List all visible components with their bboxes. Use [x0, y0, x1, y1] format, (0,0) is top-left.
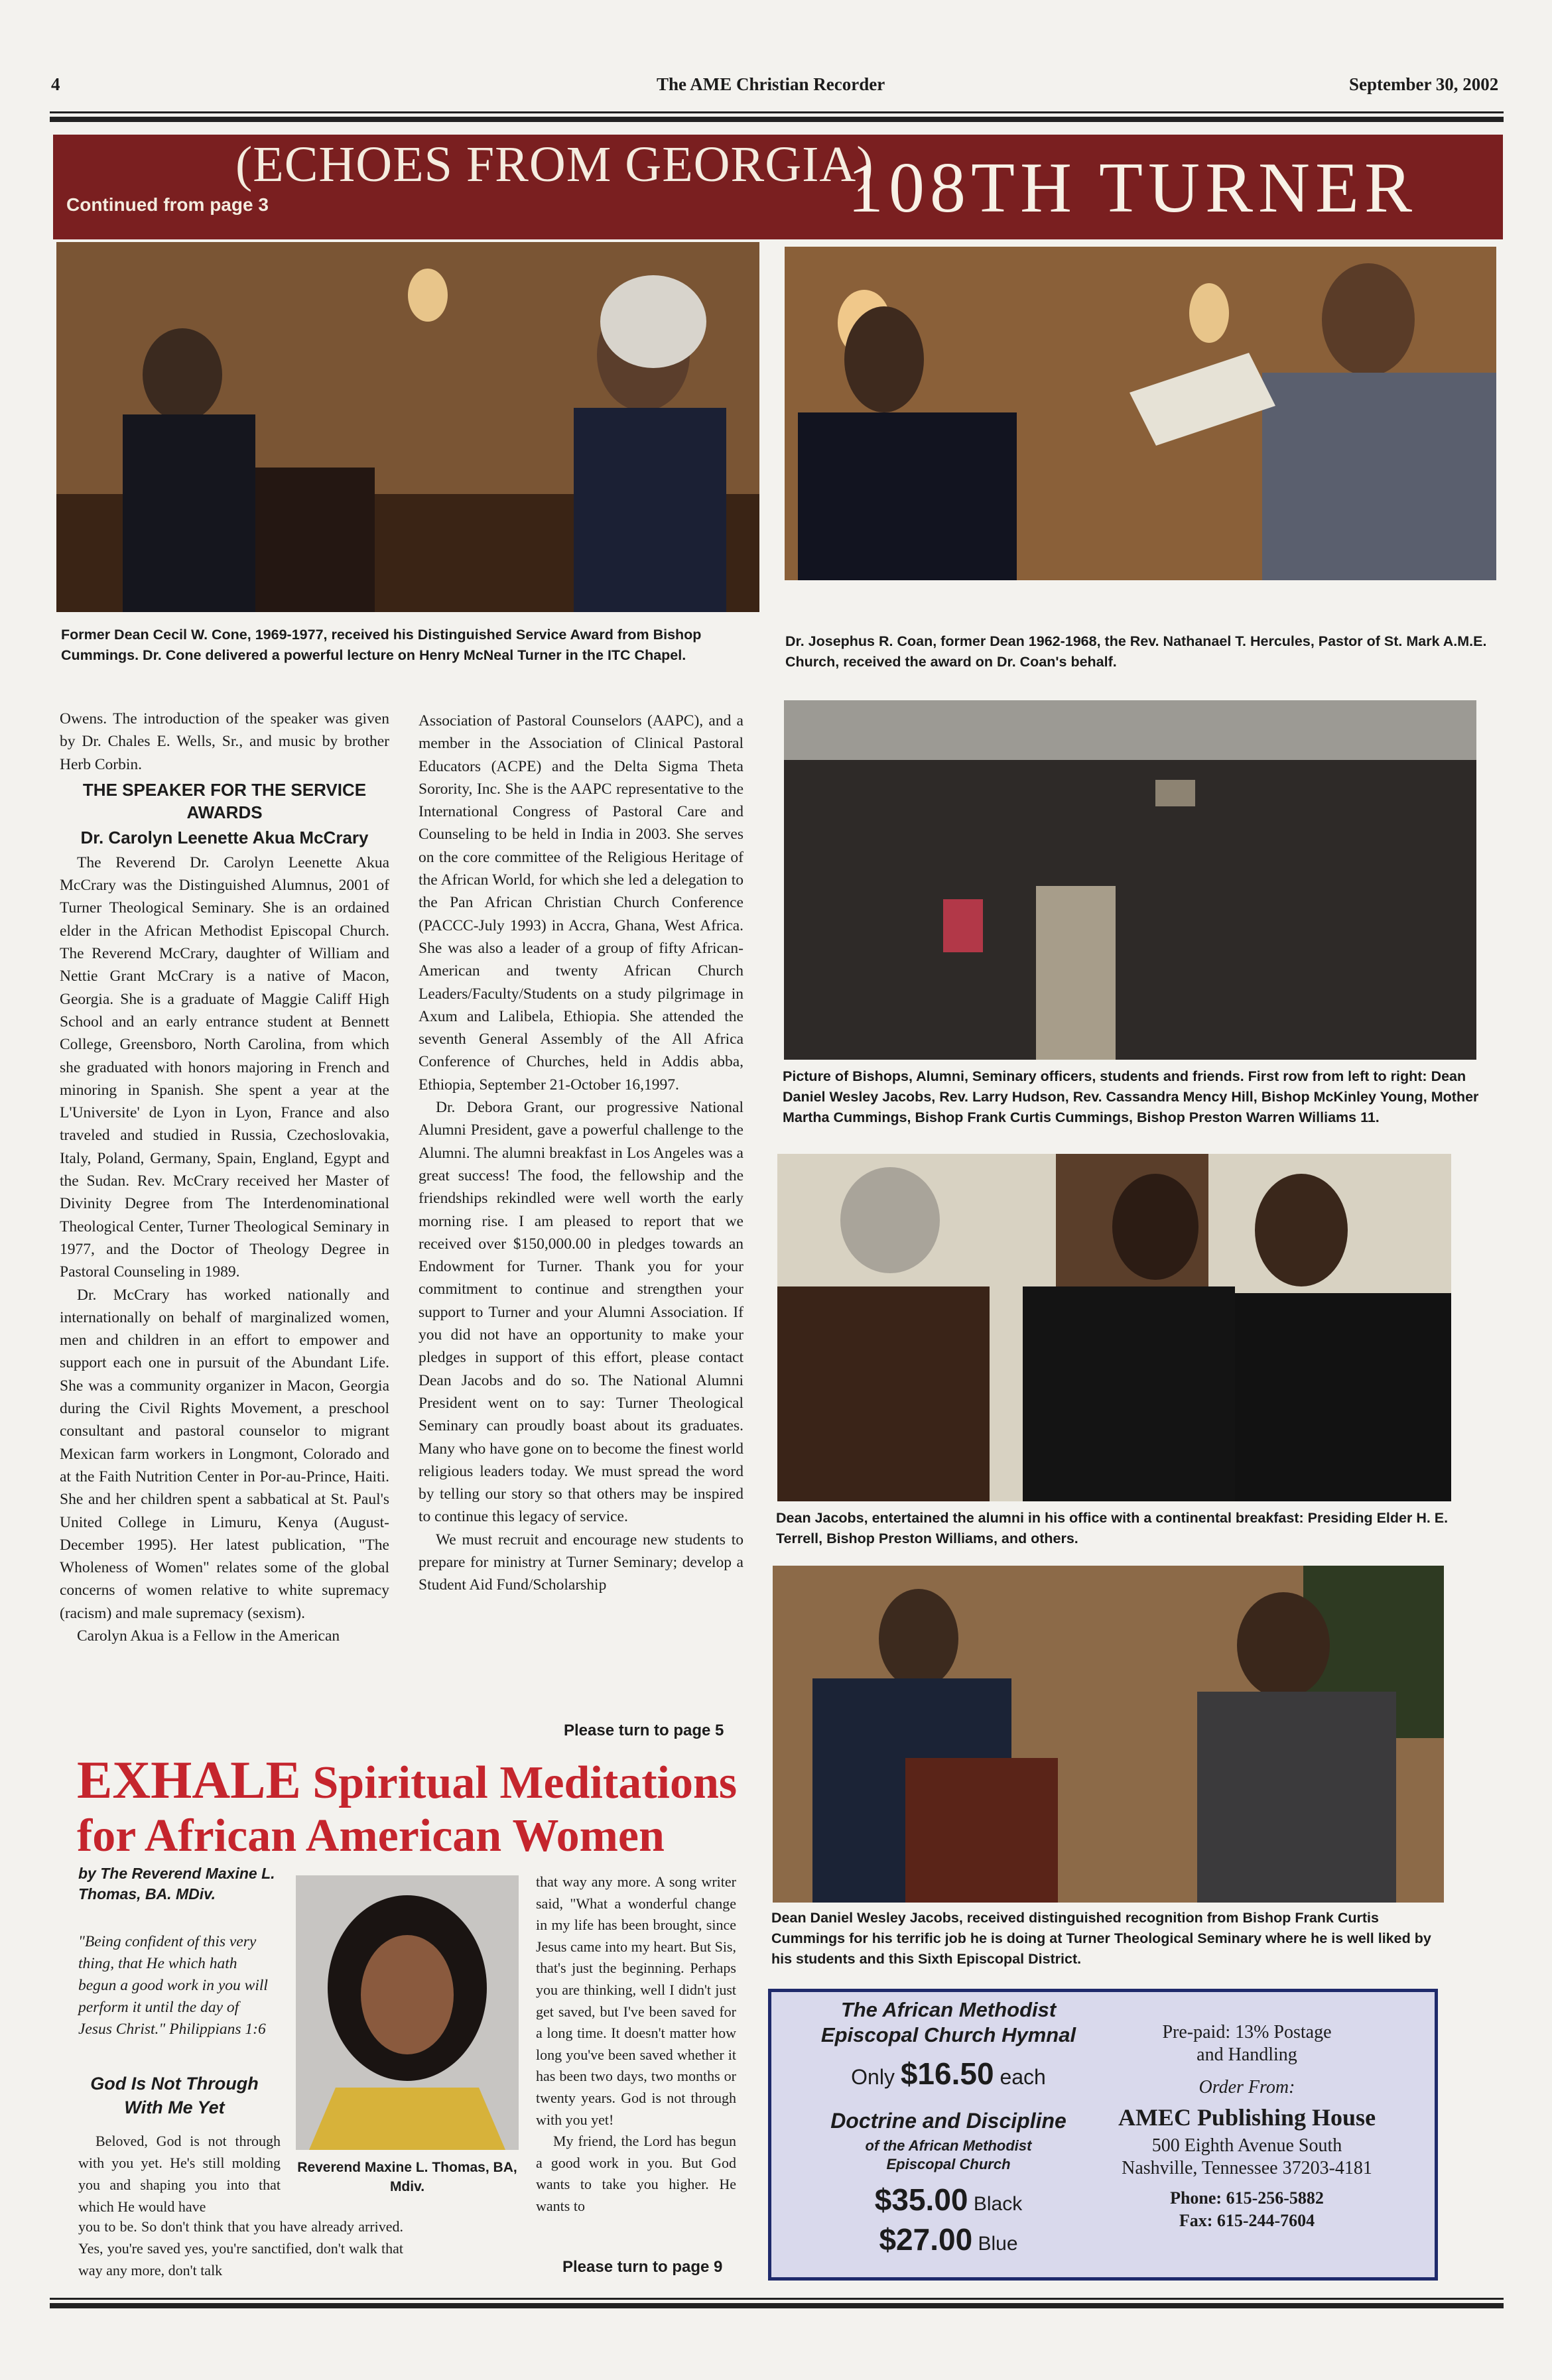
- article-paragraph: Association of Pastoral Counselors (AAPC), and a member in the Association of Clinical Pastoral Educators (ACPE) and the Delta Sigma Theta Sorority, Inc. She is the AAPC representative to the International Congress of Pastoral Care and Counseling to be held in India in 2003. She serves on the core committee of the Religious Heritage of the African World, for which she led a delegation to the Pan African Christian Church Conference (PACCC-July 1993) in Accra, Ghana, West Africa. She was also a leader of a group of fifty African-American and twenty African Church Leaders/Faculty/Students on a study pilgrimage in Axum and Lalibela, Ethiopia. She attended the seventh General Assembly of the All Africa Conference of Churches, held in Addis abba, Ethiopia, September 21-October 16,1997.: [419, 712, 744, 1094]
- photo2-caption: Dr. Josephus R. Coan, former Dean 1962-1968, the Rev. Nathanael T. Hercules, Pastor of St. Mark A.M.E. Church, received the award on Dr. Coan's behalf.: [785, 633, 1487, 670]
- ad-price-value: $16.50: [900, 2056, 994, 2091]
- continued-note: Continued from page 3: [66, 194, 269, 215]
- ad-order-from: Order From:: [1198, 2077, 1295, 2098]
- photo-award-cone: [56, 242, 759, 612]
- exhale-subhead: God Is Not Through With Me Yet: [90, 2074, 259, 2117]
- ad-prepaid-note: Pre-paid: 13% Postage and Handling: [1162, 2022, 1332, 2065]
- photo-office-breakfast: [777, 1154, 1451, 1501]
- exhale-title: [77, 1751, 738, 1863]
- footer-rule: [50, 2298, 1504, 2300]
- ad-doctrine-subtitle: of the African Methodist Episcopal Church: [865, 2137, 1032, 2172]
- ad-hymnal-title: The African Methodist Episcopal Church Hymnal: [820, 1998, 1076, 2046]
- banner-left-title: (ECHOES FROM GEORGIA): [235, 137, 874, 192]
- article-turn-to: Please turn to page 5: [564, 1722, 724, 1739]
- exhale-byline: by The Reverend Maxine L. Thomas, BA. MDiv.: [78, 1865, 275, 1903]
- exhale-paragraph: that way any more. A song writer said, "What a wonderful change in my life has been brought, since Jesus came into my heart. But Sis, that's just the beginning. Perhaps you are thinking, well I didn't just get saved, but I've been saved for a long time. It doesn't matter how long you've been saved whether it has been two days, two months or twenty years. God is not through with you yet!: [536, 1873, 736, 2128]
- author-portrait: [296, 1875, 519, 2150]
- photo3-caption: Picture of Bishops, Alumni, Seminary officers, students and friends. First row from left to right: Dean Daniel Wesley Jacobs, Rev. Larry Hudson, Rev. Cassandra Mency Hill, Bishop McKinley Young, Mother Martha Cummings, Bishop Frank Curtis Cummings, Bishop Preston Warren Williams 11.: [783, 1068, 1479, 1125]
- photo-award-coan: [785, 247, 1496, 580]
- banner-right-title: 108TH TURNER: [848, 149, 1418, 227]
- exhale-scripture-quote: "Being confident of this very thing, that He which hath begun a good work in you will perform it until the day of Jesus Christ." Philippians 1:6: [78, 1933, 268, 2038]
- ad-price-blue: [796, 2222, 1101, 2257]
- ad-price-black-value: $35.00: [874, 2182, 968, 2217]
- article-paragraph: Carolyn Akua is a Fellow in the American: [77, 1627, 340, 1645]
- speaker-name: Dr. Carolyn Leenette Akua McCrary: [80, 827, 369, 847]
- footer-rule-thick: [50, 2303, 1504, 2308]
- article-paragraph: Dr. McCrary has worked nationally and internationally on behalf of marginalized women, men and children in an effort to empower and support each one in pursuit of the Abundant Life. She was a community organizer in Macon, Georgia during the Civil Rights Movement, a preschool consultant and pastoral counselor to migrant Mexican farm workers in Longmont, Colorado and at the Faith Nutrition Center in Por-au-Prince, Haiti. She and her children spent a sabbatical at St. Paul's United College in Limuru, Kenya (August-December 1995). Her latest publication, "The Wholeness of Women" relates some of the global concerns of women relative to white supremacy (racism) and male supremacy (sexism).: [60, 1286, 389, 1622]
- ad-price-suffix: each: [1000, 2065, 1046, 2089]
- page-number: 4: [51, 74, 60, 94]
- ad-doctrine-title: Doctrine and Discipline: [830, 2109, 1067, 2133]
- photo1-caption: Former Dean Cecil W. Cone, 1969-1977, received his Distinguished Service Award from Bishop Cummings. Dr. Cone delivered a powerful lecture on Henry McNeal Turner in the ITC Chapel.: [61, 627, 702, 663]
- header-rule-thick: [50, 117, 1504, 122]
- ad-publisher-name: AMEC Publishing House: [1118, 2104, 1376, 2131]
- photo5-caption: Dean Daniel Wesley Jacobs, received distinguished recognition from Bishop Frank Curtis Cummings for his terrific job he is doing at Turner Theological Seminary where he is well liked by his students and this Sixth Episcopal District.: [771, 1910, 1431, 1967]
- exhale-paragraph: My friend, the Lord has begun a good work in you. But God wants to take you higher. He wants to: [536, 2133, 736, 2214]
- ad-price-blue-value: $27.00: [879, 2222, 973, 2257]
- article-column-2: [419, 710, 744, 1597]
- article-paragraph: Dr. Debora Grant, our progressive National Alumni President, gave a powerful challenge to the Alumni. The alumni breakfast in Los Angeles was a great success! The food, the fellowship and the friendships rekindled were well worth the early morning rise. I am pleased to report that we received over $150,000.00 in pledges towards an Endowment for Turner. Thank you for your commitment to continue and strengthen your support to Turner and your Alumni Association. If you did not have an opportunity to make your pledges in support of this effort, please contact Dean Jacobs and do so. The National Alumni President went on to say: Turner Theological Seminary can proudly boast about its graduates. Many who have gone on to become the finest world religious leaders today. We must spread the word by telling our story so that others may be inspired to continue this legacy of service.: [419, 1099, 744, 1526]
- exhale-turn-to: Please turn to page 9: [562, 2258, 723, 2276]
- article-column-1: [60, 708, 389, 1647]
- ad-fax: Fax: 615-244-7604: [1179, 2211, 1315, 2230]
- ad-price-black: [796, 2182, 1101, 2218]
- ad-price-black-label: Black: [973, 2193, 1023, 2215]
- ad-phone: Phone: 615-256-5882: [1170, 2188, 1324, 2208]
- ad-address-line1: 500 Eighth Avenue South: [1151, 2135, 1342, 2156]
- exhale-title-word: EXHALE: [77, 1751, 301, 1810]
- portrait-caption: Reverend Maxine L. Thomas, BA, Mdiv.: [297, 2160, 517, 2194]
- photo-recognition-jacobs: [773, 1566, 1444, 1903]
- publication-name: The AME Christian Recorder: [657, 74, 885, 94]
- exhale-paragraph: Beloved, God is not through with you yet. He's still molding you and shaping you into that which He would have: [78, 2133, 281, 2215]
- exhale-title-rest: Spiritual Meditations: [312, 1757, 738, 1808]
- ad-hymnal-price: [796, 2056, 1101, 2092]
- ad-price-blue-label: Blue: [978, 2233, 1018, 2255]
- exhale-title-line2: for African American Women: [77, 1810, 665, 1861]
- ad-address-line2: Nashville, Tennessee 37203-4181: [1122, 2158, 1372, 2178]
- photo4-caption: Dean Jacobs, entertained the alumni in his office with a continental breakfast: Presiding Elder H. E. Terrell, Bishop Preston Williams, and others.: [776, 1510, 1449, 1546]
- article-paragraph: We must recruit and encourage new students to prepare for ministry at Turner Seminary; develop a Student Aid Fund/Scholarship: [419, 1531, 744, 1594]
- exhale-paragraph: you to be. So don't think that you have already arrived. Yes, you're saved yes, you're sanctified, don't walk that way any more, don't talk: [78, 2218, 403, 2279]
- exhale-body-left: [78, 2130, 281, 2218]
- header-rule: [50, 111, 1504, 113]
- issue-date: September 30, 2002: [1349, 74, 1499, 94]
- exhale-body-right: [536, 1871, 736, 2218]
- section-subhead: THE SPEAKER FOR THE SERVICE AWARDS: [82, 779, 367, 822]
- ad-price-prefix: Only: [851, 2065, 895, 2089]
- article-intro: Owens. The introduction of the speaker was given by Dr. Chales E. Wells, Sr., and music by brother Herb Corbin.: [60, 710, 389, 773]
- article-paragraph: The Reverend Dr. Carolyn Leenette Akua McCrary was the Distinguished Alumnus, 2001 of Turner Theological Seminary. She is an ordained elder in the African Methodist Episcopal Church. The Reverend McCrary, daughter of William and Nettie Grant McCrary is a native of Macon, Georgia. She is a graduate of Maggie Califf High School and an early entrance student at Bennett College, Greensboro, North Carolina, from which she graduated with honors majoring in French and minoring in Spanish. She spent a year at the L'Universite' de Lyon in Lyon, France and also traveled and studied in Russia, Czechoslovakia, Italy, Poland, Germany, Spain, England, Egypt and the Sudan. Rev. McCrary received her Master of Divinity Degree from The Interdenominational Theological Center, Turner Theological Seminary in 1977, and the Doctor of Theology Degree in Pastoral Counseling in 1989.: [60, 853, 389, 1281]
- photo-group: [784, 700, 1476, 1060]
- exhale-body-bottom: [78, 2216, 403, 2281]
